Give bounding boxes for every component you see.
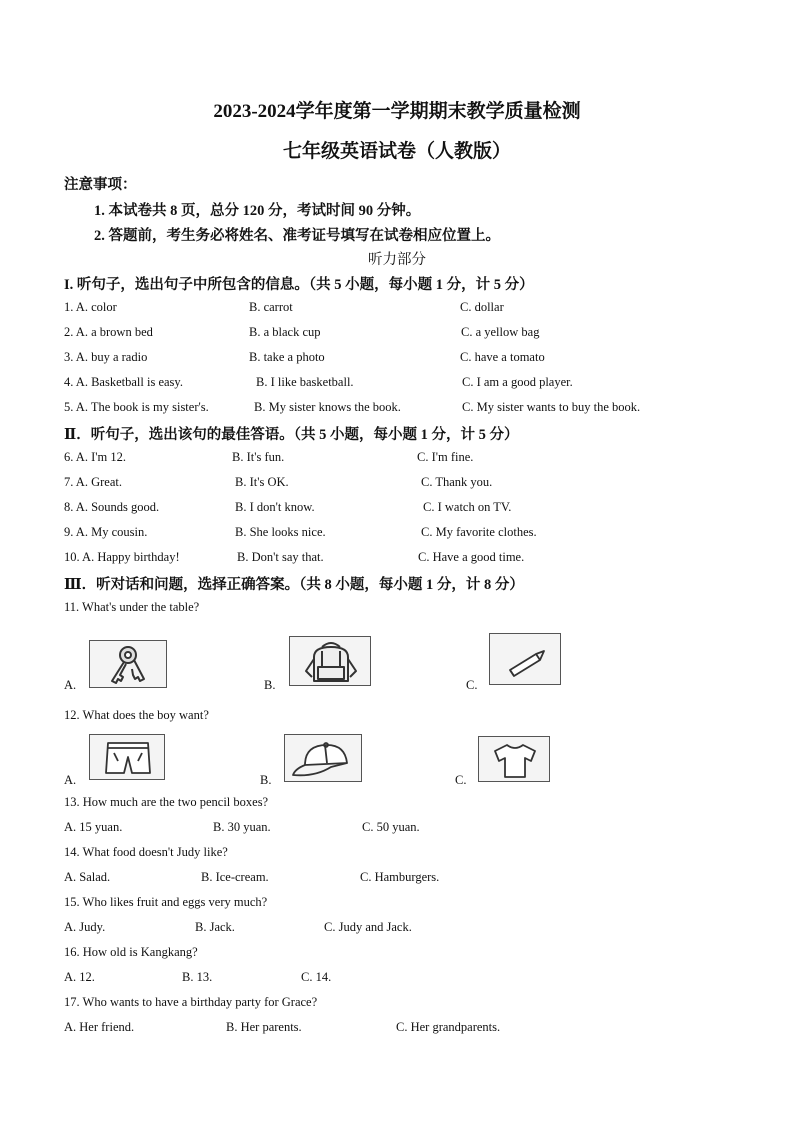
- q3-option-b: B. take a photo: [249, 350, 325, 364]
- q1-option-b: B. carrot: [249, 300, 293, 314]
- q3-option-a: 3. A. buy a radio: [64, 350, 148, 364]
- q7-option-a: 7. A. Great.: [64, 475, 122, 489]
- section1-header: I. 听句子，选出句子中所包含的信息。（共 5 小题，每小题 1 分，计 5 分）: [64, 277, 534, 293]
- backpack-icon: [290, 637, 372, 687]
- notice-item-2: 2. 答题前，考生务必将姓名、准考证号填写在试卷相应位置上。: [94, 228, 500, 244]
- q10-option-b: B. Don't say that.: [237, 550, 324, 564]
- q11-image-b: [289, 636, 371, 686]
- q8-option-b: B. I don't know.: [235, 500, 315, 514]
- q11-option-a: A.: [64, 678, 77, 692]
- q2-option-b: B. a black cup: [249, 325, 321, 339]
- q14-option-c: C. Hamburgers.: [360, 870, 440, 884]
- q13-option-a: A. 15 yuan.: [64, 820, 123, 834]
- q12-option-a: A.: [64, 773, 77, 787]
- q8-option-a: 8. A. Sounds good.: [64, 500, 160, 514]
- q17-option-c: C. Her grandparents.: [396, 1020, 501, 1034]
- q16-option-b: B. 13.: [182, 970, 213, 984]
- q7-option-c: C. Thank you.: [421, 475, 493, 489]
- q9-option-c: C. My favorite clothes.: [421, 525, 537, 539]
- q6-option-a: 6. A. I'm 12.: [64, 450, 126, 464]
- q8-option-c: C. I watch on TV.: [423, 500, 512, 514]
- keys-icon: [90, 641, 168, 689]
- section3-header: Ⅲ．听对话和问题，选择正确答案。（共 8 小题，每小题 1 分，计 8 分）: [64, 577, 524, 593]
- q14-question: 14. What food doesn't Judy like?: [64, 845, 228, 859]
- q4-option-a: 4. A. Basketball is easy.: [64, 375, 183, 389]
- q12-image-c: [478, 736, 550, 782]
- tshirt-icon: [479, 737, 551, 783]
- q3-option-c: C. have a tomato: [460, 350, 545, 364]
- q6-option-b: B. It's fun.: [232, 450, 285, 464]
- q6-option-c: C. I'm fine.: [417, 450, 474, 464]
- q11-image-a: [89, 640, 167, 688]
- q15-question: 15. Who likes fruit and eggs very much?: [64, 895, 268, 909]
- q11-image-c: [489, 633, 561, 685]
- q11-option-c: C.: [466, 678, 478, 692]
- q10-option-c: C. Have a good time.: [418, 550, 525, 564]
- q17-option-a: A. Her friend.: [64, 1020, 135, 1034]
- q1-option-c: C. dollar: [460, 300, 504, 314]
- q12-option-c: C.: [455, 773, 467, 787]
- exam-subtitle: 七年级英语试卷（人教版）: [282, 141, 511, 162]
- q17-option-b: B. Her parents.: [226, 1020, 302, 1034]
- q13-option-b: B. 30 yuan.: [213, 820, 271, 834]
- q15-option-c: C. Judy and Jack.: [324, 920, 412, 934]
- q14-option-b: B. Ice-cream.: [201, 870, 269, 884]
- notice-item-1: 1. 本试卷共 8 页，总分 120 分，考试时间 90 分钟。: [94, 203, 421, 219]
- q9-option-b: B. She looks nice.: [235, 525, 326, 539]
- q7-option-b: B. It's OK.: [235, 475, 289, 489]
- q13-option-c: C. 50 yuan.: [362, 820, 420, 834]
- q14-option-a: A. Salad.: [64, 870, 111, 884]
- q11-question: 11. What's under the table?: [64, 600, 200, 614]
- q16-question: 16. How old is Kangkang?: [64, 945, 198, 959]
- q4-option-c: C. I am a good player.: [462, 375, 573, 389]
- q5-option-a: 5. A. The book is my sister's.: [64, 400, 209, 414]
- part-title: 听力部分: [368, 252, 426, 268]
- q10-option-a: 10. A. Happy birthday!: [64, 550, 180, 564]
- section2-header: Ⅱ．听句子，选出该句的最佳答语。（共 5 小题，每小题 1 分，计 5 分）: [64, 427, 519, 443]
- q12-question: 12. What does the boy want?: [64, 708, 209, 722]
- q5-option-b: B. My sister knows the book.: [254, 400, 401, 414]
- pencil-icon: [490, 634, 562, 686]
- notice-label: 注意事项：: [64, 177, 137, 193]
- q13-question: 13. How much are the two pencil boxes?: [64, 795, 269, 809]
- q16-option-c: C. 14.: [301, 970, 332, 984]
- q12-image-b: [284, 734, 362, 782]
- q11-option-b: B.: [264, 678, 276, 692]
- q2-option-a: 2. A. a brown bed: [64, 325, 153, 339]
- q1-option-a: 1. A. color: [64, 300, 117, 314]
- q17-question: 17. Who wants to have a birthday party for Grace?: [64, 995, 318, 1009]
- q12-image-a: [89, 734, 165, 780]
- q5-option-c: C. My sister wants to buy the book.: [462, 400, 641, 414]
- q12-option-b: B.: [260, 773, 272, 787]
- shorts-icon: [90, 735, 166, 781]
- q2-option-c: C. a yellow bag: [461, 325, 540, 339]
- exam-title: 2023-2024学年度第一学期期末教学质量检测: [213, 101, 581, 122]
- cap-icon: [285, 735, 363, 783]
- q4-option-b: B. I like basketball.: [256, 375, 354, 389]
- q16-option-a: A. 12.: [64, 970, 95, 984]
- q9-option-a: 9. A. My cousin.: [64, 525, 148, 539]
- q15-option-b: B. Jack.: [195, 920, 235, 934]
- q15-option-a: A. Judy.: [64, 920, 106, 934]
